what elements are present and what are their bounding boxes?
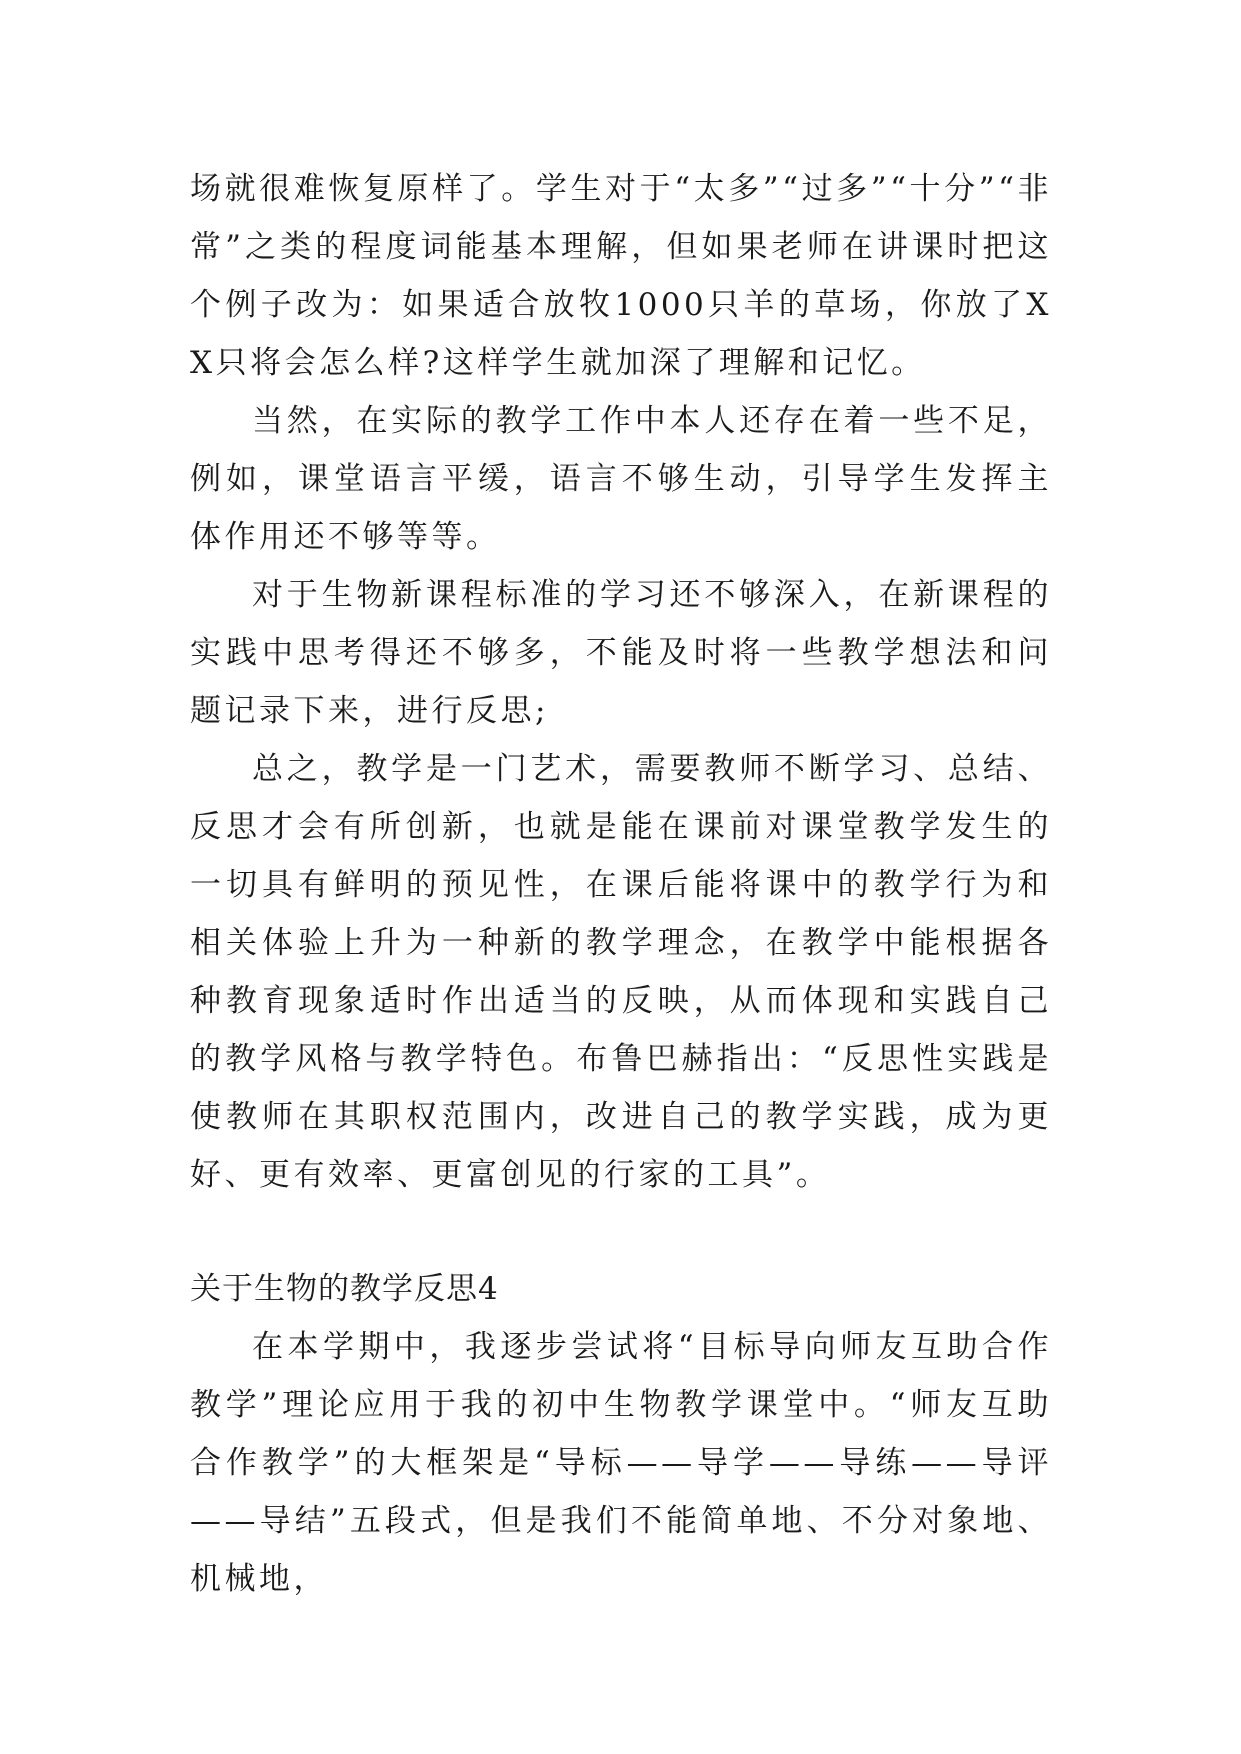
- paragraph-shortcomings: 当然，在实际的教学工作中本人还存在着一些不足，例如，课堂语言平缓，语言不够生动，引导学生发挥主体作用还不够等等。: [190, 403, 1052, 555]
- section-heading: 关于生物的教学反思4: [190, 1271, 499, 1307]
- paragraph-curriculum-study: 对于生物新课程标准的学习还不够深入，在新课程的实践中思考得还不够多，不能及时将一些教学想法和问题记录下来，进行反思;: [190, 577, 1052, 729]
- paragraph-section-intro: 在本学期中，我逐步尝试将“目标导向师友互助合作教学”理论应用于我的初中生物教学课堂中。“师友互助合作教学”的大框架是“导标——导学——导练——导评——导结”五段式，但是我们不能简单地、不分对象地、机械地，: [190, 1329, 1052, 1597]
- document-body: [190, 160, 1052, 1608]
- paragraph-continuation: 场就很难恢复原样了。学生对于“太多”“过多”“十分”“非常”之类的程度词能基本理解，但如果老师在讲课时把这个例子改为：如果适合放牧1000只羊的草场，你放了XX只将会怎么样?这样学生就加深了理解和记忆。: [190, 171, 1052, 381]
- paragraph-conclusion: 总之，教学是一门艺术，需要教师不断学习、总结、反思才会有所创新，也就是能在课前对课堂教学发生的一切具有鲜明的预见性，在课后能将课中的教学行为和相关体验上升为一种新的教学理念，在教学中能根据各种教育现象适时作出适当的反映，从而体现和实践自己的教学风格与教学特色。布鲁巴赫指出：“反思性实践是使教师在其职权范围内，改进自己的教学实践，成为更好、更有效率、更富创见的行家的工具”。: [190, 751, 1052, 1193]
